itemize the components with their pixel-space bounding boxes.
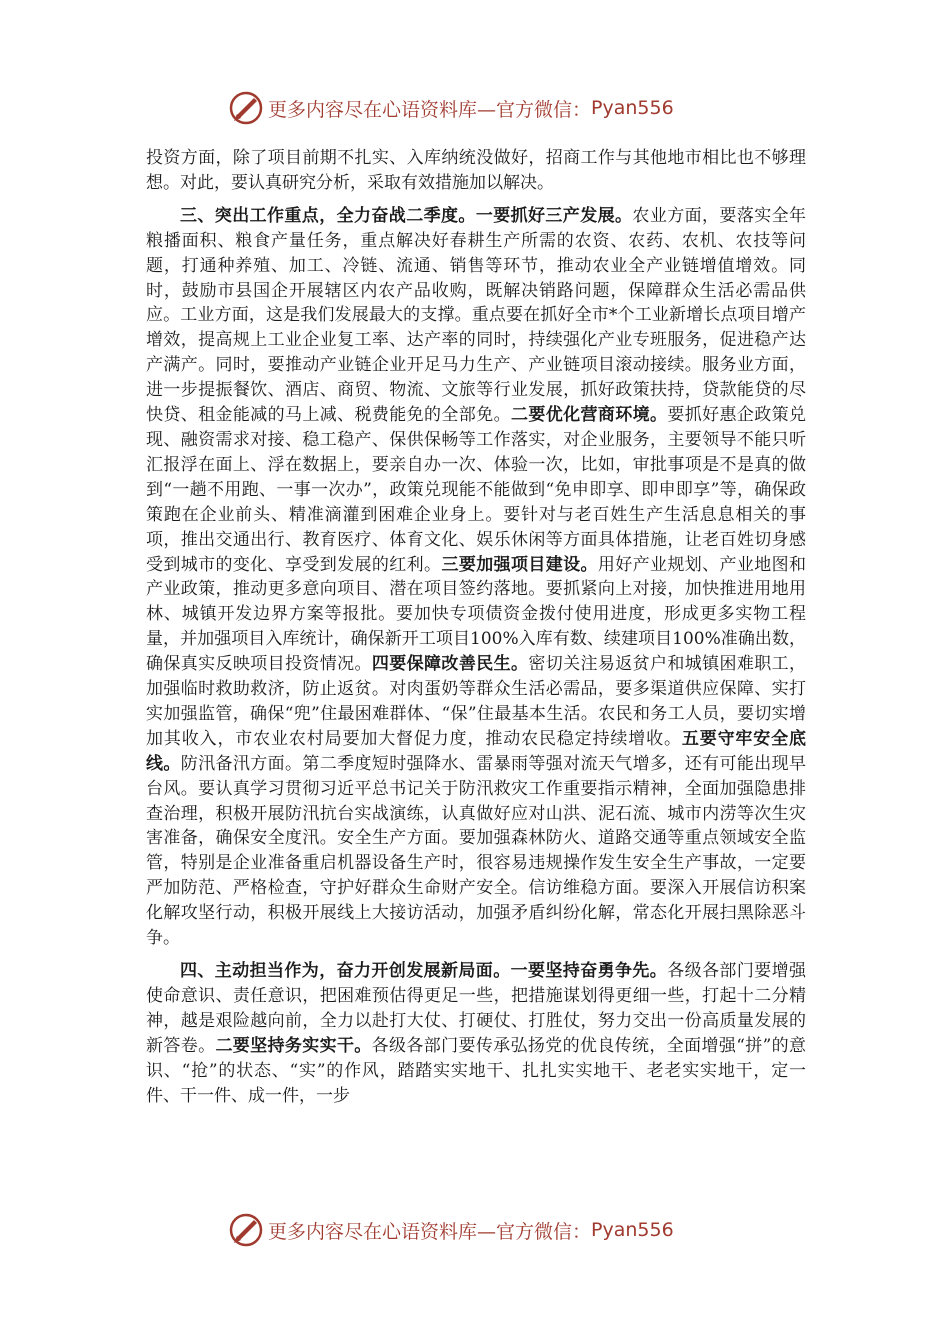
header-banner — [228, 88, 674, 128]
section-3-sub-4: 四要保障改善民生。 — [371, 654, 529, 675]
section-4-sub-2: 二要坚持务实实干。 — [215, 1035, 372, 1056]
paragraph-2 — [146, 204, 806, 951]
section-3-sub-5: 五要守牢安全底线。 — [146, 728, 807, 774]
section-3-heading: 三、突出工作重点，全力奋战二季度。 — [180, 205, 476, 226]
section-3-text-2: 要抓好惠企政策兑现、融资需求对接、稳工稳产、保供保畅等工作落实，对企业服务，主要领导不能只听汇报浮在面上、浮在数据上，要亲自办一次、体验一次，比如，审批事项是不是真的做到“一趟不用跑、一事一次办”，政策兑现能不能做到“免申即享、即申即享”等，确保政策跑在企业前头、精准滴灌到困难企业身上。要针对与老百姓生产生活息息相关的事项，推出交通出行、教育医疗、体育文化、娱乐休闲等方面具体措施，让老百姓切身感受到城市的变化、享受到发展的红利。 — [146, 405, 807, 575]
section-3-sub-2: 二要优化营商环境。 — [510, 405, 668, 426]
document-body — [146, 146, 806, 1108]
section-3-sub-1: 一要抓好三产发展。 — [475, 205, 633, 226]
header-banner-text: 更多内容尽在心语资料库—官方微信： — [268, 98, 592, 121]
header-banner-id: Pyan556 — [591, 97, 674, 119]
paragraph-3 — [146, 959, 806, 1108]
section-4-sub-1: 一要坚持奋勇争先。 — [510, 961, 668, 981]
section-3-text-1: 农业方面，要落实全年粮播面积、粮食产量任务，重点解决好春耕生产所需的农资、农药、农机、农技等问题，打通种养殖、加工、冷链、流通、销售等环节，推动农业全产业链增值增效。同时，鼓励市县国企开展辖区内农产品收购，既解决销路问题，保障群众生活必需品供应。工业方面，这是我们发展最大的支撑。重点要在抓好全市*个工业新增长点项目增产增效，提高规上工业企业复工率、达产率的同时，持续强化产业专班服务，促进稳产达产满产。同时，要推动产业链企业开足马力生产、产业链项目滚动接续。服务业方面，进一步提振餐饮、酒店、商贸、物流、文旅等行业发展，抓好政策扶持，贷款能贷的尽快贷、租金能减的马上减、税费能免的全部免。 — [146, 205, 807, 426]
footer-banner-id: Pyan556 — [591, 1219, 674, 1241]
section-3-text-5: 防汛备汛方面。第二季度短时强降水、雷暴雨等强对流天气增多，还有可能出现早台风。要认真学习贯彻习近平总书记关于防汛救灾工作重要指示精神，全面加强隐患排查治理，积极开展防汛抗台实战演练，认真做好应对山洪、泥石流、城市内涝等次生灾害准备，确保安全度汛。安全生产方面。要加强森林防火、道路交通等重点领域安全监管，特别是企业准备重启机器设备生产时，很容易违规操作发生安全生产事故，一定要严加防范、严格检查，守护好群众生命财产安全。信访维稳方面。要深入开展信访积案化解攻坚行动，积极开展线上大接访活动，加强矛盾纠纷化解，常态化开展扫黑除恶斗争。 — [146, 753, 807, 949]
section-4-text-2: 各级各部门要传承弘扬党的优良传统，全面增强“拼”的意识、“抢”的状态、“实”的作风，踏踏实实地干、扎扎实实地干、老老实实地干，定一件、干一件、成一件，一步 — [146, 1035, 807, 1106]
section-3-text-4: 密切关注易返贫户和城镇困难职工，加强临时救助救济，防止返贫。对肉蛋奶等群众生活必需品，要多渠道供应保障、实打实加强监管，确保“兜”住最困难群体、“保”住最基本生活。农民和务工人员，要切实增加其收入，市农业农村局要加大督促力度，推动农民稳定持续增收。 — [146, 654, 807, 749]
section-4-text-1: 各级各部门要增强使命意识、责任意识，把困难预估得更足一些，把措施谋划得更细一些，打起十二分精神，越是艰险越向前，全力以赴打大仗、打硬仗、打胜仗，努力交出一份高质量发展的新答卷。 — [146, 961, 807, 1056]
section-4-heading: 四、主动担当作为，奋力开创发展新局面。 — [180, 961, 511, 981]
pen-logo-icon — [228, 1212, 264, 1248]
footer-banner — [228, 1210, 674, 1250]
section-3-text-3: 用好产业规划、产业地图和产业政策，推动更多意向项目、潜在项目签约落地。要抓紧向上对接，加快推进用地用林、城镇开发边界方案等报批。要加快专项债资金拨付使用进度，形成更多实物工程量，并加强项目入库统计，确保新开工项目100%入库有数、续建项目100%准确出数，确保真实反映项目投资情况。 — [146, 554, 807, 675]
pen-logo-icon — [228, 90, 264, 126]
paragraph-1 — [146, 146, 806, 196]
footer-banner-text: 更多内容尽在心语资料库—官方微信： — [268, 1220, 592, 1243]
section-3-sub-3: 三要加强项目建设。 — [441, 554, 598, 575]
paragraph-1-text: 投资方面，除了项目前期不扎实、入库纳统没做好，招商工作与其他地市相比也不够理想。对此，要认真研究分析，采取有效措施加以解决。 — [146, 148, 806, 193]
